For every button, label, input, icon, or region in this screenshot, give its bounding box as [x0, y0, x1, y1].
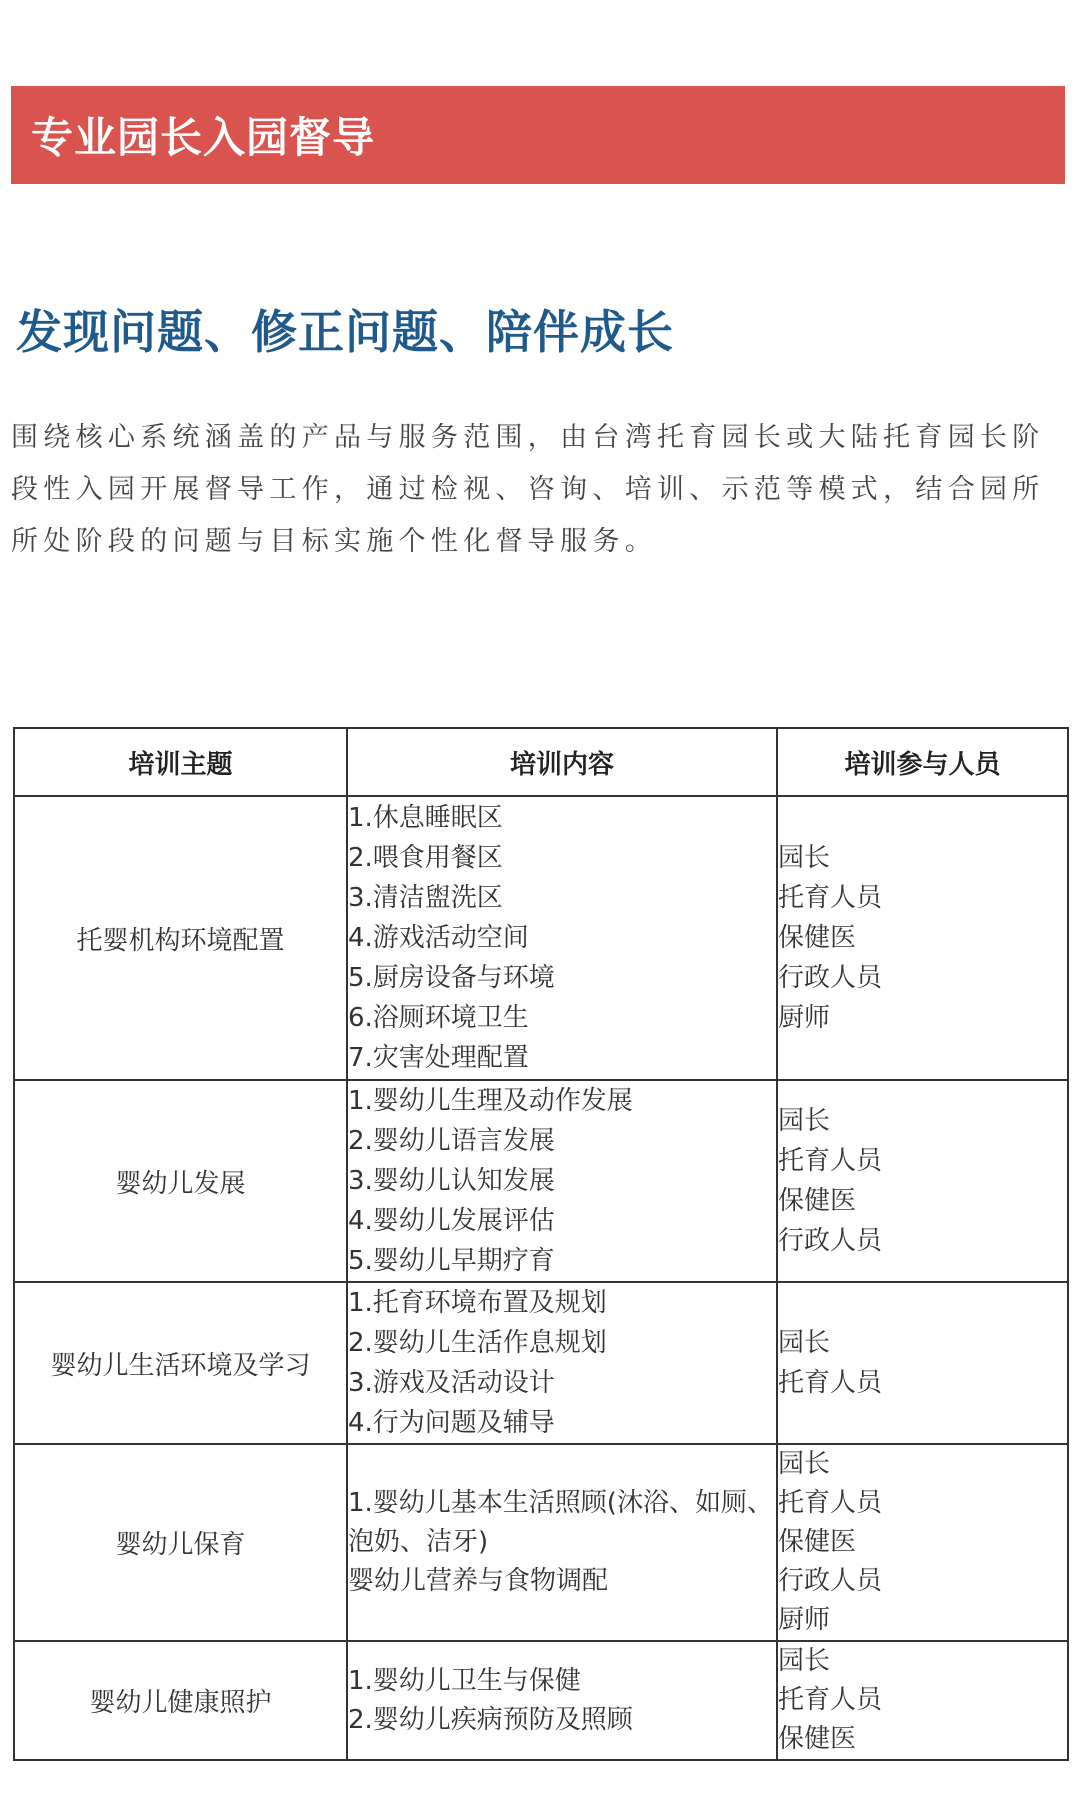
- content-item: 2.婴幼儿语言发展: [348, 1126, 555, 1156]
- header-people: 培训参与人员: [777, 728, 1068, 796]
- intro-paragraph: 围绕核心系统涵盖的产品与服务范围，由台湾托育园长或大陆托育园长阶段性入园开展督导工作，通过检视、咨询、培训、示范等模式，结合园所所处阶段的问题与目标实施个性化督导服务。: [11, 422, 1045, 557]
- content-item: 3.婴幼儿认知发展: [348, 1166, 555, 1196]
- content-cell: [347, 1080, 777, 1282]
- people-cell: [777, 1080, 1068, 1282]
- people-cell: [777, 1282, 1068, 1444]
- header-content: 培训内容: [347, 728, 777, 796]
- people-item: 托育人员: [778, 1146, 883, 1176]
- content-item: 6.浴厕环境卫生: [348, 1003, 529, 1033]
- people-item: 行政人员: [778, 1226, 883, 1256]
- content-item: 3.清洁盥洗区: [348, 883, 503, 913]
- content-cell: [347, 1444, 777, 1641]
- table-row: [14, 796, 1068, 1080]
- people-item: 保健医: [778, 923, 857, 953]
- content-item: 3.游戏及活动设计: [348, 1368, 555, 1398]
- content-cell: [347, 1282, 777, 1444]
- content-item: 5.婴幼儿早期疗育: [348, 1246, 555, 1276]
- people-item: 行政人员: [778, 963, 883, 993]
- people-cell: [777, 1444, 1068, 1641]
- people-item: 园长: [778, 1328, 831, 1358]
- topic-cell: 婴幼儿健康照护: [14, 1641, 347, 1760]
- topic-cell: 婴幼儿保育: [14, 1444, 347, 1641]
- content-cell: [347, 1641, 777, 1760]
- table-row: [14, 1282, 1068, 1444]
- content-item: 2.婴幼儿疾病预防及照顾: [348, 1704, 633, 1735]
- people-item: 行政人员: [778, 1566, 883, 1596]
- table-header-row: [14, 728, 1068, 796]
- people-item: 托育人员: [778, 1685, 883, 1715]
- topic-cell: 托婴机构环境配置: [14, 796, 347, 1080]
- content-item: 2.喂食用餐区: [348, 843, 503, 873]
- people-item: 保健医: [778, 1186, 857, 1216]
- people-cell: [777, 796, 1068, 1080]
- people-item: 托育人员: [778, 1368, 883, 1398]
- people-item: 托育人员: [778, 1488, 883, 1518]
- table-row: [14, 1444, 1068, 1641]
- content-item: 婴幼儿营养与食物调配: [348, 1566, 609, 1596]
- content-item: 4.行为问题及辅导: [348, 1408, 555, 1438]
- content-item: 4.婴幼儿发展评估: [348, 1206, 555, 1236]
- content-item: 7.灾害处理配置: [348, 1043, 529, 1073]
- topic-cell: 婴幼儿发展: [14, 1080, 347, 1282]
- people-item: 厨师: [778, 1605, 831, 1635]
- page-subtitle: 发现问题、修正问题、陪伴成长: [16, 305, 674, 359]
- table-row: [14, 1080, 1068, 1282]
- people-item: 托育人员: [778, 883, 883, 913]
- training-table: [13, 727, 1069, 1761]
- banner-title: 专业园长入园督导: [31, 113, 376, 162]
- content-item: 1.休息睡眠区: [348, 803, 503, 833]
- people-item: 厨师: [778, 1003, 831, 1033]
- content-item: 1.托育环境布置及规划: [348, 1288, 607, 1318]
- people-cell: [777, 1641, 1068, 1760]
- people-item: 园长: [778, 1106, 831, 1136]
- section-banner: [11, 86, 1065, 184]
- content-cell: [347, 796, 777, 1080]
- content-item: 2.婴幼儿生活作息规划: [348, 1328, 607, 1358]
- people-item: 园长: [778, 1646, 831, 1676]
- people-item: 保健医: [778, 1527, 857, 1557]
- content-item: 5.厨房设备与环境: [348, 963, 555, 993]
- people-item: 园长: [778, 1449, 831, 1479]
- header-topic: 培训主题: [14, 728, 347, 796]
- topic-cell: 婴幼儿生活环境及学习: [14, 1282, 347, 1444]
- people-item: 园长: [778, 843, 831, 873]
- table-row: [14, 1641, 1068, 1760]
- content-item: 1.婴幼儿基本生活照顾(沐浴、如厕、泡奶、洁牙): [348, 1488, 773, 1557]
- people-item: 保健医: [778, 1724, 857, 1754]
- content-item: 4.游戏活动空间: [348, 923, 529, 953]
- content-item: 1.婴幼儿卫生与保健: [348, 1665, 581, 1696]
- content-item: 1.婴幼儿生理及动作发展: [348, 1086, 633, 1116]
